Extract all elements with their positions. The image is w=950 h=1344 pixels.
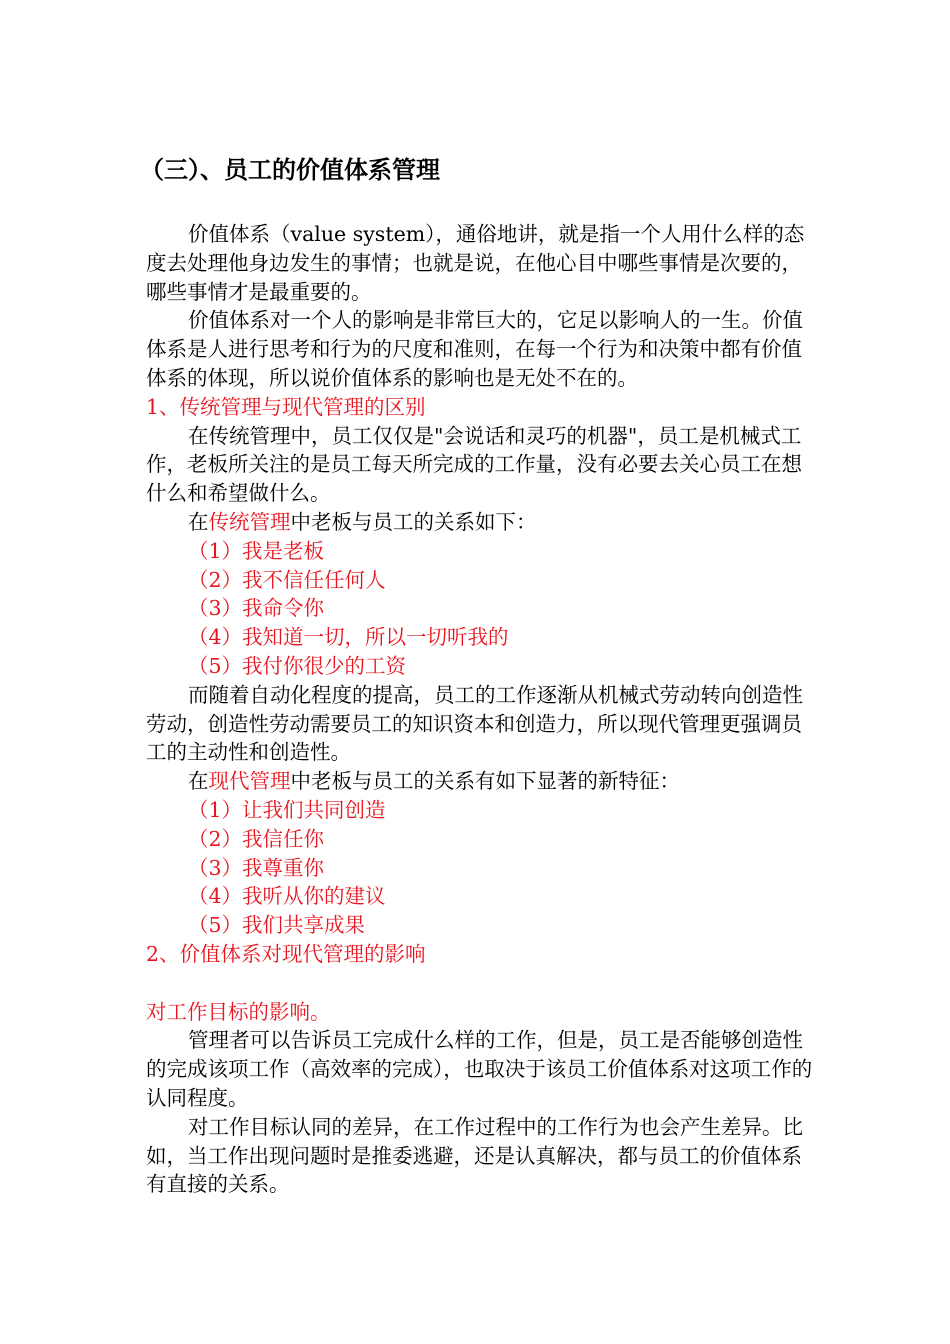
traditional-intro [146,508,818,537]
section-2-paragraph-1: 管理者可以告诉员工完成什么样的工作，但是，员工是否能够创造性的完成该项工作（高效率的完成），也取决于该员工价值体系对这项工作的认同程度。 [146,1028,813,1110]
traditional-item-1: （1）我是老板 [188,538,325,563]
section-1-heading: 1、传统管理与现代管理的区别 [146,394,426,419]
modern-item-3: （3）我尊重你 [188,855,325,880]
blank-line [146,969,818,998]
modern-intro [146,767,818,796]
section-2-paragraph-2: 对工作目标认同的差异，在工作过程中的工作行为也会产生差异。比如，当工作出现问题时是推委逃避，还是认真解决，都与员工的价值体系有直接的关系。 [146,1114,803,1197]
section-1-paragraph-2: 而随着自动化程度的提高，员工的工作逐渐从机械式劳动转向创造性劳动，创造性劳动需要员工的知识资本和创造力，所以现代管理更强调员工的主动性和创造性。 [146,682,803,765]
modern-item-1: （1）让我们共同创造 [188,797,386,822]
modern-item-2: （2）我信任你 [188,826,325,851]
traditional-item-4: （4）我知道一切，所以一切听我的 [188,625,509,650]
intro-paragraph-1: 价值体系（value system），通俗地讲，就是指一个人用什么样的态度去处理他身边发生的事情；也就是说，在他心目中哪些事情是次要的，哪些事情才是最重要的。 [146,222,805,304]
modern-management-highlight: 现代管理 [208,769,291,794]
intro-paragraph-2: 价值体系对一个人的影响是非常巨大的，它足以影响人的一生。价值体系是人进行思考和行为的尺度和准则，在每一个行为和决策中都有价值体系的体现，所以说价值体系的影响也是无处不在的。 [146,308,803,390]
traditional-intro-before: 在 [188,509,209,534]
section-2-heading: 2、价值体系对现代管理的影响 [146,941,426,966]
document-title: （三）、员工的价值体系管理 [140,156,440,184]
traditional-management-highlight: 传统管理 [208,509,291,534]
document-page [140,150,818,1199]
traditional-item-5: （5）我付你很少的工资 [188,653,407,678]
traditional-item-2: （2）我不信任任何人 [188,567,386,592]
modern-intro-before: 在 [188,769,209,794]
section-2-subheading: 对工作目标的影响。 [146,999,331,1024]
modern-item-5: （5）我们共享成果 [188,913,366,938]
modern-item-4: （4）我听从你的建议 [188,884,386,909]
traditional-item-3: （3）我命令你 [188,596,325,621]
traditional-intro-after: 中老板与员工的关系如下： [290,509,537,534]
modern-intro-after: 中老板与员工的关系有如下显著的新特征： [290,769,680,794]
section-1-paragraph-1: 在传统管理中，员工仅仅是"会说话和灵巧的机器"，员工是机械式工作，老板所关注的是员工每天所完成的工作量，没有必要去关心员工在想什么和希望做什么。 [146,423,802,506]
